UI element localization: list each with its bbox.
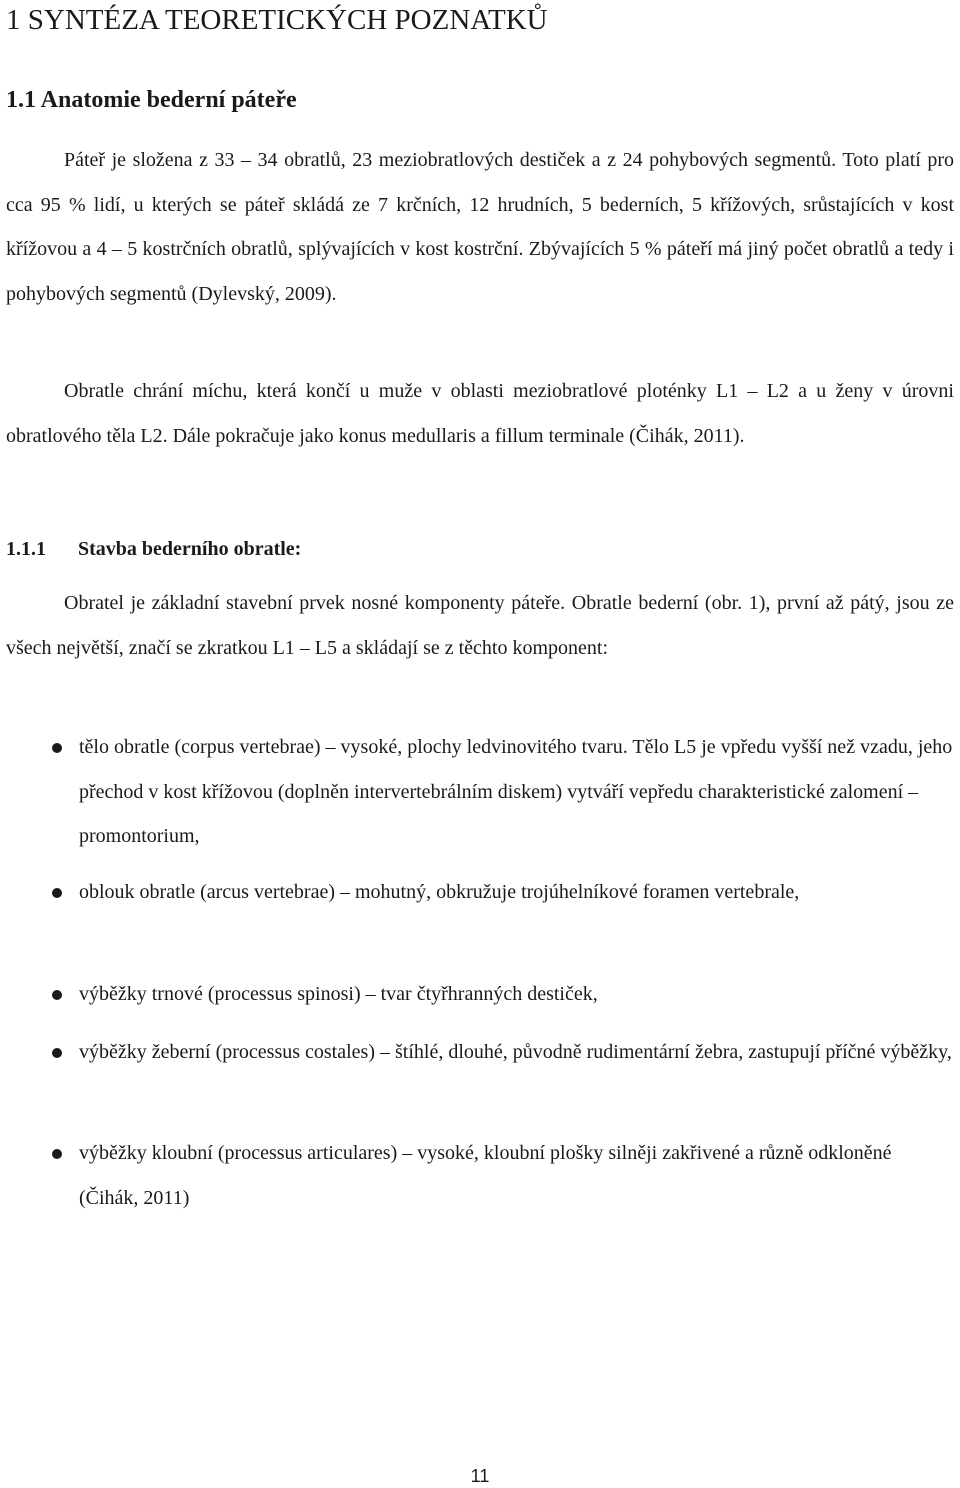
list-item xyxy=(6,725,954,859)
bullet-icon xyxy=(52,1149,62,1159)
subsection-title: Stavba bederního obratle: xyxy=(78,538,302,560)
section-heading: 1.1 Anatomie bederní páteře xyxy=(6,87,297,113)
spinal-cord-text xyxy=(6,369,954,458)
list-item-text: tělo obratle (corpus vertebrae) – vysoké, plochy ledvinovitého tvaru. Tělo L5 je vpředu vyšší než vzadu, jeho přechod v kost křížovou (doplněn intervertebrálním diskem) vytváří vepředu charakteristické zalomení – promontorium, xyxy=(79,736,953,847)
subsection-number: 1.1.1 xyxy=(6,538,46,560)
list-item xyxy=(6,1030,954,1075)
bullet-icon xyxy=(52,1048,62,1058)
page-number: 11 xyxy=(470,1466,490,1486)
list-item xyxy=(6,870,954,915)
paragraph-2: Obratle chrání míchu, která končí u muže v oblasti meziobratlové ploténky L1 – L2 a u ženy v úrovni obratlového těla L2. Dále pokračuje jako konus medullaris a fillum terminale (Čihák, 2011). xyxy=(6,380,954,447)
paragraph-1: Páteř je složena z 33 – 34 obratlů, 23 meziobratlových destiček a z 24 pohybových segmentů. Toto platí pro cca 95 % lidí, u kterých se páteř skládá ze 7 krčních, 12 hrudních, 5 bederních, 5 křížových, srůstajících v kost křížovou a 4 – 5 kostrčních obratlů, splývajících v kost kostrční. Zbývajících 5 % páteří má jiný počet obratlů a tedy i pohybových segmentů (Dylevský, 2009). xyxy=(6,149,954,305)
list-item-text: oblouk obratle (arcus vertebrae) – mohutný, obkružuje trojúhelníkové foramen vertebrale, xyxy=(79,881,800,903)
bullet-icon xyxy=(52,990,62,1000)
list-item xyxy=(6,1131,954,1220)
list-item-text: výběžky trnové (processus spinosi) – tvar čtyřhranných destiček, xyxy=(79,983,598,1005)
paragraph-3: Obratel je základní stavební prvek nosné komponenty páteře. Obratle bederní (obr. 1), první až pátý, jsou ze všech největší, značí se zkratkou L1 – L5 a skládají se z těchto komponent: xyxy=(6,592,954,659)
list-item-text: výběžky kloubní (processus articulares) – vysoké, kloubní plošky silněji zakřivené a různě odkloněné (Čihák, 2011) xyxy=(79,1142,892,1209)
bullet-icon xyxy=(52,743,62,753)
intro-text xyxy=(6,138,954,316)
list-item xyxy=(6,972,954,1017)
vertebra-intro-text xyxy=(6,581,954,670)
list-item-text: výběžky žeberní (processus costales) – štíhlé, dlouhé, původně rudimentární žebra, zastupují příčné výběžky, xyxy=(79,1041,952,1063)
chapter-heading: 1 SYNTÉZA TEORETICKÝCH POZNATKŮ xyxy=(6,4,548,36)
subsection-heading xyxy=(6,532,301,566)
bullet-icon xyxy=(52,888,62,898)
